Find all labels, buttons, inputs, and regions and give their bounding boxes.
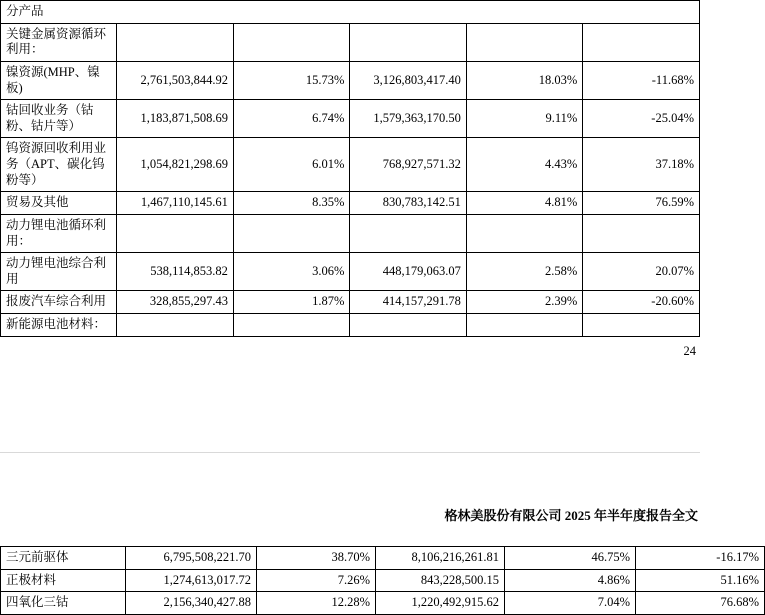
product-breakdown-table-bottom <box>0 546 765 615</box>
page-number: 24 <box>683 344 696 358</box>
row-value-prev-ratio: 9.11% <box>466 100 582 138</box>
row-label: 报废汽车综合利用 <box>1 291 117 314</box>
row-value-revenue: 6,795,508,221.70 <box>126 547 257 570</box>
row-value-prev-revenue <box>350 214 466 252</box>
bottom-table-body <box>1 547 765 615</box>
row-value-revenue: 2,156,340,427.88 <box>126 592 257 615</box>
table-row <box>1 592 765 615</box>
table-row <box>1 547 765 570</box>
row-value-prev-ratio: 2.58% <box>466 253 582 291</box>
table-section-header-row <box>1 1 700 24</box>
table-row <box>1 214 700 252</box>
row-value-prev-revenue: 1,579,363,170.50 <box>350 100 466 138</box>
row-label: 四氧化三钴 <box>1 592 126 615</box>
row-value-prev-revenue: 3,126,803,417.40 <box>350 61 466 99</box>
row-value-revenue: 1,274,613,017.72 <box>126 569 257 592</box>
row-value-revenue: 2,761,503,844.92 <box>117 61 233 99</box>
row-value-prev-ratio <box>466 314 582 337</box>
row-value-change: -16.17% <box>636 547 765 570</box>
row-label: 正极材料 <box>1 569 126 592</box>
row-value-prev-revenue: 768,927,571.32 <box>350 138 466 192</box>
row-value-ratio: 6.74% <box>233 100 349 138</box>
row-label: 新能源电池材料： <box>1 314 117 337</box>
section-header-cell: 分产品 <box>1 1 700 24</box>
row-label: 动力锂电池综合利用 <box>1 253 117 291</box>
row-value-prev-ratio <box>466 23 582 61</box>
row-value-ratio: 15.73% <box>233 61 349 99</box>
row-value-ratio <box>233 23 349 61</box>
row-value-prev-revenue: 448,179,063.07 <box>350 253 466 291</box>
row-value-change: -20.60% <box>583 291 700 314</box>
row-label: 钴回收业务（钴粉、钴片等） <box>1 100 117 138</box>
row-label: 贸易及其他 <box>1 192 117 215</box>
row-value-prev-ratio: 18.03% <box>466 61 582 99</box>
row-value-prev-revenue <box>350 314 466 337</box>
table-row <box>1 138 700 192</box>
row-value-revenue <box>117 23 233 61</box>
table-row <box>1 314 700 337</box>
row-value-ratio: 1.87% <box>233 291 349 314</box>
product-breakdown-table-bottom-wrap <box>0 546 759 615</box>
row-value-prev-revenue <box>350 23 466 61</box>
table-row <box>1 100 700 138</box>
row-value-prev-ratio: 46.75% <box>505 547 636 570</box>
row-value-prev-ratio: 7.04% <box>505 592 636 615</box>
row-value-revenue: 328,855,297.43 <box>117 291 233 314</box>
row-value-ratio: 38.70% <box>257 547 376 570</box>
row-value-prev-ratio: 4.86% <box>505 569 636 592</box>
row-value-change: 76.59% <box>583 192 700 215</box>
row-value-prev-revenue: 1,220,492,915.62 <box>376 592 505 615</box>
row-label: 钨资源回收利用业务（APT、碳化钨粉等） <box>1 138 117 192</box>
row-value-ratio <box>233 214 349 252</box>
row-value-ratio <box>233 314 349 337</box>
top-table-body <box>1 1 700 337</box>
row-label: 关键金属资源循环利用： <box>1 23 117 61</box>
row-value-prev-revenue: 414,157,291.78 <box>350 291 466 314</box>
row-value-change: 37.18% <box>583 138 700 192</box>
table-row <box>1 569 765 592</box>
row-value-change <box>583 23 700 61</box>
row-value-revenue <box>117 314 233 337</box>
row-value-ratio: 8.35% <box>233 192 349 215</box>
row-value-change: -25.04% <box>583 100 700 138</box>
page-break-divider <box>0 452 700 453</box>
row-value-revenue: 1,183,871,508.69 <box>117 100 233 138</box>
row-value-ratio: 6.01% <box>233 138 349 192</box>
row-label: 三元前驱体 <box>1 547 126 570</box>
row-value-change: 20.07% <box>583 253 700 291</box>
row-value-prev-revenue: 843,228,500.15 <box>376 569 505 592</box>
row-value-prev-ratio: 4.81% <box>466 192 582 215</box>
row-label: 镍资源(MHP、镍板) <box>1 61 117 99</box>
table-row <box>1 23 700 61</box>
table-row <box>1 253 700 291</box>
row-value-change <box>583 314 700 337</box>
row-value-prev-revenue: 8,106,216,261.81 <box>376 547 505 570</box>
table-row <box>1 291 700 314</box>
row-value-change: -11.68% <box>583 61 700 99</box>
row-value-change: 76.68% <box>636 592 765 615</box>
row-value-ratio: 12.28% <box>257 592 376 615</box>
row-value-revenue <box>117 214 233 252</box>
row-value-revenue: 1,054,821,298.69 <box>117 138 233 192</box>
row-value-change: 51.16% <box>636 569 765 592</box>
row-value-ratio: 7.26% <box>257 569 376 592</box>
row-value-revenue: 538,114,853.82 <box>117 253 233 291</box>
row-value-prev-ratio: 4.43% <box>466 138 582 192</box>
row-value-revenue: 1,467,110,145.61 <box>117 192 233 215</box>
row-value-prev-ratio: 2.39% <box>466 291 582 314</box>
row-value-ratio: 3.06% <box>233 253 349 291</box>
row-value-change <box>583 214 700 252</box>
table-row <box>1 61 700 99</box>
table-row <box>1 192 700 215</box>
row-value-prev-ratio <box>466 214 582 252</box>
row-value-prev-revenue: 830,783,142.51 <box>350 192 466 215</box>
row-label: 动力锂电池循环利用： <box>1 214 117 252</box>
report-header-title: 格林美股份有限公司 2025 年半年度报告全文 <box>444 508 698 523</box>
